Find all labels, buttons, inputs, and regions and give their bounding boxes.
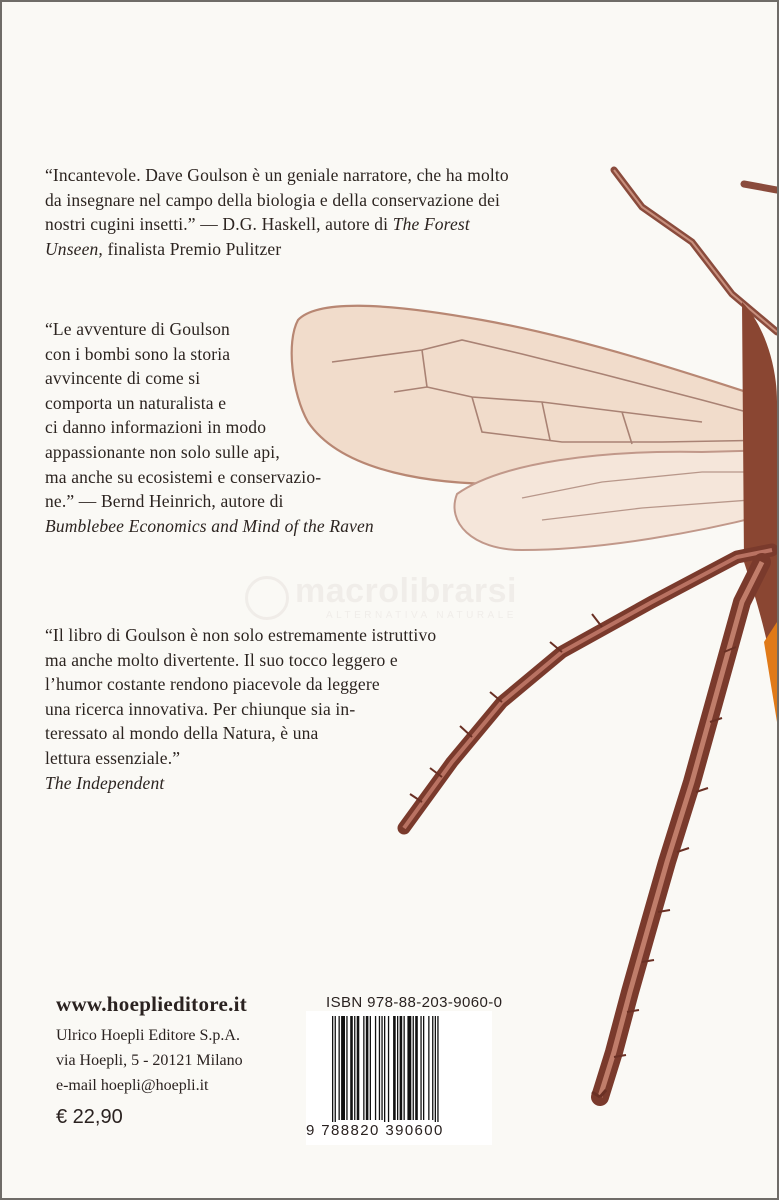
- publisher-website: www.hoeplieditore.it: [56, 992, 248, 1016]
- barcode-bar: [393, 1016, 396, 1120]
- bee-antenna: [614, 170, 777, 332]
- barcode-digits: 9 788820 390600: [306, 1122, 444, 1139]
- watermark-logo-icon: [245, 576, 289, 620]
- barcode-bar: [370, 1016, 371, 1120]
- barcode-bar: [366, 1016, 369, 1120]
- barcode-bar: [407, 1016, 411, 1120]
- watermark-main-text: macrolibrarsi: [295, 572, 517, 610]
- barcode-bar: [379, 1016, 380, 1120]
- review-quote-heinrich: [45, 317, 465, 538]
- barcode-bar: [341, 1016, 345, 1120]
- barcode: [306, 1011, 492, 1145]
- barcode-bar: [415, 1016, 418, 1120]
- barcode-bar: [350, 1016, 353, 1120]
- barcode-bar: [432, 1016, 433, 1120]
- barcode-bar: [363, 1016, 364, 1120]
- barcode-bar: [437, 1016, 438, 1128]
- barcode-bar: [381, 1016, 382, 1120]
- barcode-bar: [420, 1016, 421, 1120]
- bee-antenna-tip: [744, 184, 777, 190]
- review-source-title: The Forest Unseen,: [45, 214, 470, 259]
- watermark-subtitle: ALTERNATIVA NATURALE: [326, 610, 517, 621]
- barcode-bar: [404, 1016, 405, 1120]
- barcode-bar: [375, 1016, 376, 1120]
- barcode-bar: [435, 1016, 436, 1128]
- barcode-bar: [388, 1016, 389, 1128]
- barcode-bar: [384, 1016, 385, 1128]
- price: € 22,90: [56, 1106, 123, 1128]
- publisher-name: Ulrico Hoepli Editore S.p.A.: [56, 1027, 240, 1044]
- watermark: [245, 574, 517, 621]
- barcode-bars: [332, 1016, 484, 1134]
- barcode-bar: [354, 1016, 355, 1120]
- barcode-bar: [400, 1016, 403, 1120]
- barcode-bar: [423, 1016, 424, 1120]
- review-source-title: Bumblebee Economics and Mind of the Raven: [45, 515, 374, 536]
- publisher-info: [56, 992, 247, 1129]
- barcode-bar: [346, 1016, 347, 1120]
- publisher-email: e-mail hoepli@hoepli.it: [56, 1077, 209, 1094]
- review-quote-text: “Le avventure di Goulson con i bombi sono la storia avvincente di come si comporta un naturalista e ci danno informazioni in modo appassionante non solo sulle api, ma anche su ecosistemi e conservazio- ne.” — Bernd Heinrich, autore di: [45, 319, 322, 512]
- barcode-bar: [339, 1016, 340, 1120]
- review-quote-tail: finalista Premio Pulitzer: [102, 238, 282, 259]
- publisher-address: via Hoepli, 5 - 20121 Milano: [56, 1052, 243, 1069]
- barcode-bar: [413, 1016, 414, 1120]
- review-quote-text: “Incantevole. Dave Goulson è un geniale narratore, che ha molto da insegnare nel campo della biologia e della conservazione dei nostri cugini insetti.” — D.G. Haskell, autore di: [45, 165, 509, 235]
- barcode-bar: [357, 1016, 360, 1120]
- review-quote-independent: [45, 623, 565, 795]
- review-quote-text: “Il libro di Goulson è non solo estremamente istruttivo ma anche molto divertente. Il suo tocco leggero e l’humor costante rendono piacevole da leggere una ricerca innovativa. Per chiunque sia in- teressato al mondo della Natura, è una lettura essenziale.”: [45, 625, 437, 768]
- barcode-bar: [397, 1016, 398, 1120]
- barcode-bar: [428, 1016, 429, 1120]
- review-quote-haskell: [45, 163, 605, 261]
- review-source-title: The Independent: [45, 772, 165, 793]
- isbn-label: ISBN 978-88-203-9060-0: [326, 994, 503, 1011]
- barcode-bar: [332, 1016, 333, 1128]
- barcode-bar: [335, 1016, 336, 1128]
